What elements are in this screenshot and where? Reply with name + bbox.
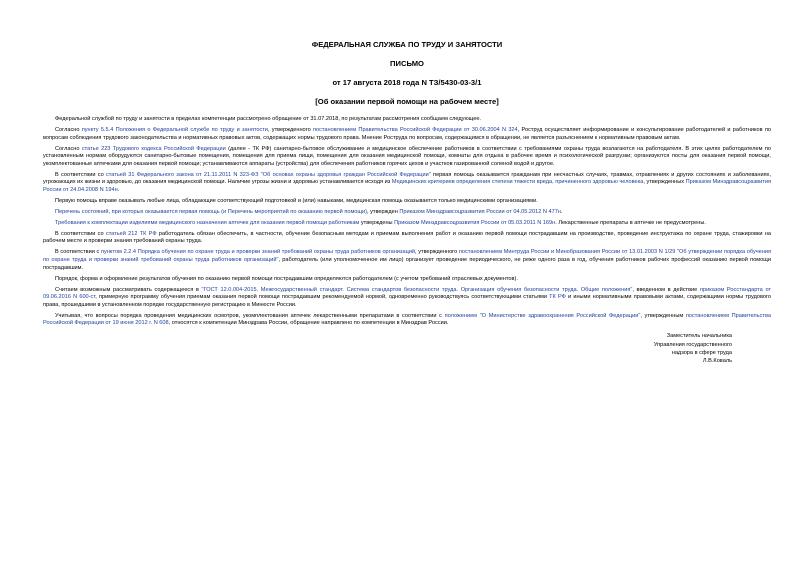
- signature-name: Л.В.Коваль: [702, 358, 732, 365]
- document-link[interactable]: "ГОСТ 12.0.004-2015. Межгосударственный стандарт. Система стандартов безопасности труда. Организация обучения безопасности труда. Общие положения": [201, 286, 633, 293]
- document-subject: [Об оказании первой помощи на рабочем месте]: [315, 97, 499, 106]
- document-link[interactable]: постановлением Правительства Российской Федерации от 30.06.2004 N 324: [313, 126, 518, 133]
- document-link[interactable]: Приказом Минздравсоцразвития России от 04.05.2012 N 477н: [399, 208, 561, 215]
- body-paragraph: [43, 276, 771, 284]
- body-paragraph: [43, 209, 771, 217]
- document-link[interactable]: пункту 5.5.4 Положения о Федеральной службе по труду и занятости: [81, 126, 268, 133]
- paragraph-text: , утвержденного: [415, 249, 459, 256]
- paragraph-text: , утвержденным: [640, 312, 686, 319]
- document-link[interactable]: ТК РФ: [549, 294, 566, 301]
- paragraph-text: .: [560, 208, 563, 215]
- document-link[interactable]: статьей 212 ТК РФ: [105, 230, 157, 237]
- document-link[interactable]: "Об утверждении порядка обучения по охране труда и проверки знаний требований охраны труда работников организаций": [43, 249, 772, 264]
- document-link[interactable]: статье 223 Трудового кодекса Российской Федерации: [81, 145, 226, 152]
- paragraph-text: , утвержден: [367, 208, 400, 215]
- paragraph-text: Согласно: [55, 145, 82, 152]
- signature-block: [43, 331, 771, 365]
- paragraph-text: (далее - ТК РФ) санитарно-бытовое обслуживание и медицинское обеспечение работников в соответствии с требованиями охраны труда возлагаются на работодателя. В этих целях работодателем по установленным нормам оборудуются санитарно-бытовые помещения, помещения для приема пищи, помещения для оказания медицинской помощи, комнаты для отдыха в рабочее время и психологической разгрузки; организуются посты для оказания первой помощи, укомплектованные аптечками для оказания первой помощи; устанавливаются аппараты (устройства) для обеспечения работников горячих цехов и участков газированной соленой водой и другое.: [43, 145, 771, 167]
- signature-position-line-3: надзора в сфере труда: [671, 349, 732, 356]
- body-paragraph: [43, 198, 771, 206]
- body-paragraph: [43, 127, 771, 142]
- paragraph-text: В соответствии со: [55, 171, 106, 178]
- paragraph-text: , введенном в действие: [632, 286, 700, 293]
- document-body: [43, 116, 771, 328]
- agency-title: ФЕДЕРАЛЬНАЯ СЛУЖБА ПО ТРУДУ И ЗАНЯТОСТИ: [311, 40, 503, 49]
- paragraph-text: Учитывая, что вопросы порядка проведения медицинских осмотров, укомплектования аптечек лекарственными препаратами в соответствии с: [55, 312, 445, 319]
- paragraph-text: Считаем возможным рассматривать содержащееся в: [55, 286, 202, 293]
- body-paragraph: [43, 220, 771, 228]
- paragraph-text: утверждены: [359, 219, 395, 226]
- paragraph-text: В соответствии с: [55, 249, 102, 256]
- document-link[interactable]: Приказом Минздравсоцразвития России от 24.04.2008 N 194н: [43, 179, 771, 193]
- paragraph-text: , Роструд осуществляет информирование и консультирование работодателей и работников по вопросам соблюдения трудового законодательства и нормативных правовых актов, содержащих нормы трудового права. Мнение Роструда по вопросам, содержащимся в обращении, не является разъяснением к нормативным правовым актам.: [43, 126, 771, 141]
- paragraph-text: , работодатель (или уполномоченное им лицо) организует проведение периодического, не реже одного раза в год, обучения работников рабочих профессий оказанию первой помощи пострадавшим.: [43, 257, 771, 271]
- paragraph-text: .: [117, 186, 120, 193]
- paragraph-text: первая помощь оказывается гражданам при несчастных случаях, травмах, отравлениях и других состояниях и заболеваниях, угрожающих их жизни и здоровью, до оказания медицинской помощи. Наличие угрозы жизни и здоровью устанавливается исходя из: [43, 171, 771, 186]
- document-date-number: от 17 августа 2018 года N ТЗ/5430-03-3/1: [332, 78, 482, 87]
- document-link[interactable]: положением "О Министерстве здравоохранения Российской Федерации": [444, 312, 641, 319]
- paragraph-text: , утвержденных: [643, 179, 686, 186]
- document-link[interactable]: постановлением Минтруда России и Минобразования России от 13.01.2003 N 1/29: [458, 249, 676, 256]
- paragraph-text: Порядок, форма и оформление результатов обучения по оказанию первой помощи пострадавшим определяются работодателем (с учетом требований отраслевых документов).: [55, 275, 518, 282]
- document-link[interactable]: Перечень состояний, при которых оказывается первая помощь (и Перечень мероприятий по оказанию первой помощи): [55, 208, 368, 215]
- paragraph-text: , относятся к компетенции Минздрава России, обращение направлено по компетенции в Минздрав России.: [168, 320, 449, 327]
- body-paragraph: [43, 287, 771, 310]
- paragraph-text: Согласно: [55, 126, 82, 133]
- document-link[interactable]: статьей 31 Федерального закона от 21.11.2011 N 323-ФЗ "Об основах охраны здоровья граждан Российской Федерации": [105, 171, 431, 178]
- signature-position-line-1: Заместитель начальника: [666, 333, 732, 340]
- document-link[interactable]: приказом Росстандарта от 09.06.2016 N 600-ст: [43, 286, 771, 301]
- paragraph-text: , утвержденного: [267, 126, 313, 133]
- document-type: ПИСЬМО: [390, 59, 424, 68]
- signature-position-line-2: Управления государственного: [653, 341, 732, 348]
- paragraph-text: Федеральной службой по труду и занятости в пределах компетенции рассмотрено обращение от 31.07.2018, по результатам рассмотрения сообщаем следующее.: [55, 116, 481, 122]
- body-paragraph: [43, 146, 771, 169]
- body-paragraph: [43, 116, 771, 124]
- body-paragraph: [43, 249, 771, 272]
- paragraph-text: , примерную программу обучения приемам оказания первой помощи пострадавшим рекомендуемой нормой, одновременно руководствуясь соответствующими статьями: [95, 294, 550, 301]
- body-paragraph: [43, 313, 771, 328]
- document-link[interactable]: Медицинских критериев определения степени тяжести вреда, причиненного здоровью человека: [391, 179, 644, 186]
- paragraph-text: В соответствии со: [55, 230, 106, 237]
- document-link[interactable]: постановлением Правительства Российской Федерации от 19 июня 2012 г. N 608: [43, 312, 771, 327]
- paragraph-text: и иными нормативными правовыми актами, содержащими нормы трудового права, прошедшими в установленном порядке государственную регистрацию в Минюсте России.: [43, 294, 771, 308]
- body-paragraph: [43, 231, 771, 246]
- paragraph-text: Первую помощь вправе оказывать любые лица, обладающие соответствующей подготовкой и (или) навыками, медицинская помощь оказывается только медицинскими организациями.: [55, 197, 538, 204]
- document-link[interactable]: Требования к комплектации изделиями медицинского назначения аптечек для оказания первой помощи работникам: [55, 219, 360, 226]
- body-paragraph: [43, 172, 771, 195]
- document-link[interactable]: Приказом Минздравсоцразвития России от 05.03.2011 N 169н: [394, 219, 556, 226]
- paragraph-text: . Лекарственные препараты в аптечке не предусмотрены.: [555, 219, 706, 226]
- paragraph-text: работодатель обязан обеспечить, в частности, обучение безопасным методам и приемам выполнения работ и оказанию первой помощи пострадавшим на производстве, проведение инструктажа по охране труда, стажировки на рабочем месте и проверки знания требований охраны труда.: [43, 230, 771, 245]
- document-link[interactable]: пунктом 2.2.4 Порядка обучения по охране труда и проверки знаний требований охраны труда работников организаций: [101, 249, 416, 256]
